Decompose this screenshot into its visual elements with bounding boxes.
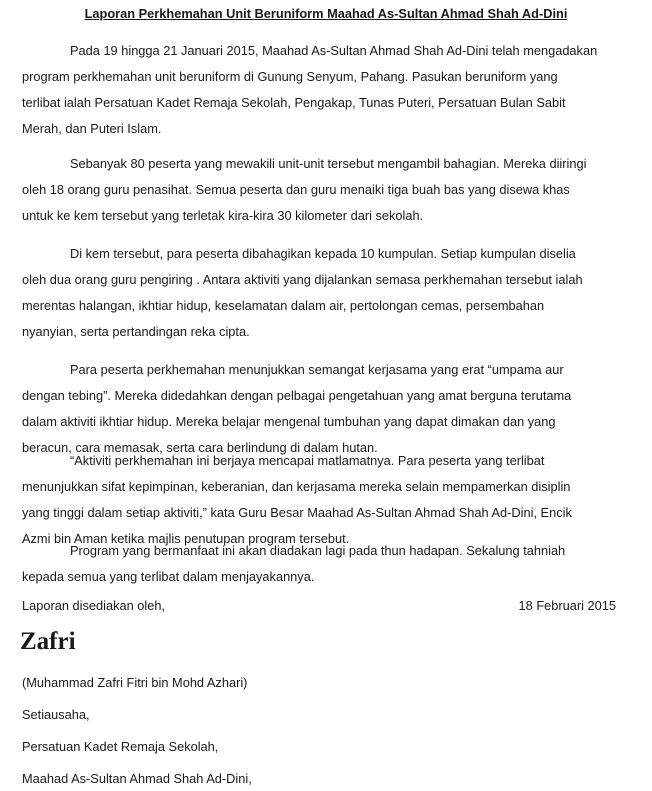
paragraph	[22, 357, 571, 461]
paragraph-line: Sebanyak 80 peserta yang mewakili unit-unit tersebut mengambil bahagian. Mereka diiringi	[70, 156, 587, 171]
paragraph-line: dalam aktiviti ikhtiar hidup. Mereka belajar mengenal tumbuhan yang dapat dimakan dan yang	[22, 414, 556, 429]
paragraph-line: oleh dua orang guru pengiring . Antara aktiviti yang dijalankan semasa perkhemahan tersebut ialah	[22, 272, 583, 287]
signature: Zafri	[20, 628, 76, 655]
paragraph-line: nyanyian, serta pertandingan reka cipta.	[22, 324, 250, 339]
paragraph-line: yang tinggi dalam setiap aktiviti,” kata Guru Besar Maahad As-Sultan Ahmad Shah Ad-Dini, Encik	[22, 505, 572, 520]
paragraph-line: terlibat ialah Persatuan Kadet Remaja Sekolah, Pengakap, Tunas Puteri, Persatuan Bulan Sabit	[22, 95, 566, 110]
paragraph-line: “Aktiviti perkhemahan ini berjaya mencapai matlamatnya. Para peserta yang terlibat	[70, 453, 545, 468]
paragraph-line: Para peserta perkhemahan menunjukkan semangat kerjasama yang erat “umpama aur	[70, 362, 564, 377]
paragraph-line: beracun, cara memasak, serta cara berlindung di dalam hutan.	[22, 440, 378, 455]
paragraph-line: Merah, dan Puteri Islam.	[22, 121, 162, 136]
paragraph	[22, 538, 565, 590]
school-name: Maahad As-Sultan Ahmad Shah Ad-Dini,	[22, 771, 252, 786]
paragraph	[22, 241, 583, 345]
paragraph-line: untuk ke kem tersebut yang terletak kira-kira 30 kilometer dari sekolah.	[22, 208, 424, 223]
full-name: (Muhammad Zafri Fitri bin Mohd Azhari)	[22, 675, 248, 690]
paragraph-line: Program yang bermanfaat ini akan diadakan lagi pada thun hadapan. Sekalung tahniah	[70, 543, 566, 558]
paragraph-line: dengan tebing”. Mereka didedahkan dengan pelbagai pengetahuan yang amat berguna terutama	[22, 388, 572, 403]
paragraph-line: Azmi bin Aman ketika majlis penutupan program tersebut.	[22, 531, 350, 546]
paragraph-line: menunjukkan sifat kepimpinan, keberanian, dan kerjasama mereka selain mempamerkan disiplin	[22, 479, 571, 494]
paragraph	[22, 38, 597, 142]
paragraph	[22, 151, 586, 229]
prepared-by-label: Laporan disediakan oleh,	[22, 598, 166, 613]
paragraph-line: oleh 18 orang guru penasihat. Semua peserta dan guru menaiki tiga buah bas yang disewa khas	[22, 182, 570, 197]
paragraph-line: Pada 19 hingga 21 Januari 2015, Maahad As-Sultan Ahmad Shah Ad-Dini telah mengadakan	[70, 43, 598, 58]
report-title: Laporan Perkhemahan Unit Beruniform Maahad As-Sultan Ahmad Shah Ad-Dini	[84, 6, 568, 21]
position: Setiausaha,	[22, 707, 90, 722]
organization: Persatuan Kadet Remaja Sekolah,	[22, 739, 219, 754]
paragraph	[22, 448, 572, 552]
paragraph-line: kepada semua yang terlibat dalam menjayakannya.	[22, 569, 315, 584]
paragraph-line: Di kem tersebut, para peserta dibahagikan kepada 10 kumpulan. Setiap kumpulan diselia	[70, 246, 576, 261]
paragraph-line: program perkhemahan unit beruniform di Gunung Senyum, Pahang. Pasukan beruniform yang	[22, 69, 558, 84]
paragraph-line: merentas halangan, ikhtiar hidup, keselamatan dalam air, pertolongan cemas, persembahan	[22, 298, 545, 313]
report-date: 18 Februari 2015	[518, 598, 616, 613]
